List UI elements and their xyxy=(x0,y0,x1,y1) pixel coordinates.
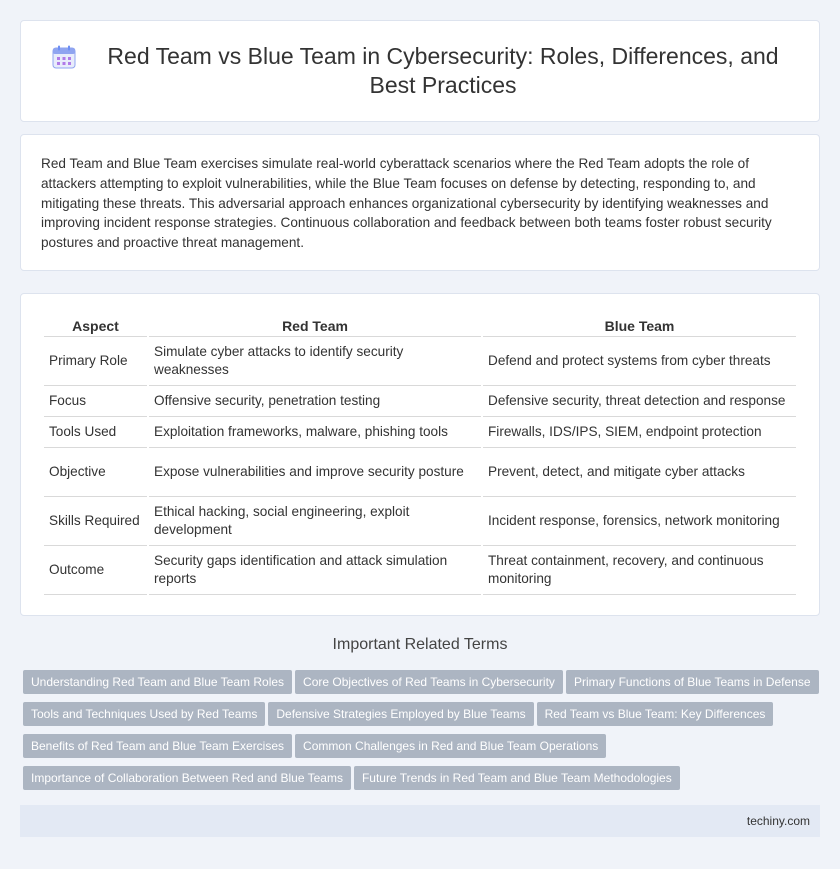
cell-red-team: Ethical hacking, social engineering, exploit development xyxy=(149,497,481,546)
cell-aspect: Outcome xyxy=(44,546,147,595)
cell-red-team: Expose vulnerabilities and improve security posture xyxy=(149,448,481,497)
related-term-tag[interactable]: Tools and Techniques Used by Red Teams xyxy=(23,702,265,726)
cell-aspect: Primary Role xyxy=(44,337,147,386)
cell-blue-team: Firewalls, IDS/IPS, SIEM, endpoint protection xyxy=(483,417,796,448)
cell-blue-team: Incident response, forensics, network monitoring xyxy=(483,497,796,546)
table-row xyxy=(44,448,796,497)
related-term-tag[interactable]: Importance of Collaboration Between Red and Blue Teams xyxy=(23,766,351,790)
cell-aspect: Tools Used xyxy=(44,417,147,448)
related-term-tag[interactable]: Core Objectives of Red Teams in Cybersecurity xyxy=(295,670,563,694)
cell-aspect: Focus xyxy=(44,386,147,417)
related-term-tag[interactable]: Benefits of Red Team and Blue Team Exercises xyxy=(23,734,292,758)
cell-blue-team: Defend and protect systems from cyber threats xyxy=(483,337,796,386)
related-term-tag[interactable]: Defensive Strategies Employed by Blue Teams xyxy=(268,702,533,726)
cell-red-team: Security gaps identification and attack simulation reports xyxy=(149,546,481,595)
intro-card xyxy=(20,134,820,271)
table-row xyxy=(44,497,796,546)
related-term-tag[interactable]: Common Challenges in Red and Blue Team Operations xyxy=(295,734,606,758)
cell-aspect: Skills Required xyxy=(44,497,147,546)
footer-site-name[interactable]: techiny.com xyxy=(746,814,810,828)
page-title: Red Team vs Blue Team in Cybersecurity: Roles, Differences, and Best Practices xyxy=(107,43,779,98)
table-row xyxy=(44,386,796,417)
related-term-tag[interactable]: Primary Functions of Blue Teams in Defense xyxy=(566,670,819,694)
related-term-tag[interactable]: Understanding Red Team and Blue Team Roles xyxy=(23,670,292,694)
title-card xyxy=(20,20,820,122)
related-term-tag[interactable]: Red Team vs Blue Team: Key Differences xyxy=(537,702,774,726)
related-term-tag[interactable]: Future Trends in Red Team and Blue Team Methodologies xyxy=(354,766,680,790)
cell-blue-team: Prevent, detect, and mitigate cyber attacks xyxy=(483,448,796,497)
comparison-table xyxy=(42,313,798,595)
footer xyxy=(20,805,820,837)
header-blue-team: Blue Team xyxy=(483,313,796,337)
intro-paragraph: Red Team and Blue Team exercises simulate real-world cyberattack scenarios where the Red Team adopts the role of attackers attempting to exploit vulnerabilities, while the Blue Team focuses on defense by detecting, responding to, and mitigating these threats. This adversarial approach enhances organizational cybersecurity by identifying weaknesses and improving incident response strategies. Continuous collaboration and feedback between both teams foster robust security postures and proactive threat management. xyxy=(41,156,772,251)
comparison-card xyxy=(20,293,820,616)
table-row xyxy=(44,337,796,386)
table-header-row xyxy=(44,313,796,337)
cell-red-team: Offensive security, penetration testing xyxy=(149,386,481,417)
header-aspect: Aspect xyxy=(44,313,147,337)
cell-red-team: Exploitation frameworks, malware, phishing tools xyxy=(149,417,481,448)
cell-blue-team: Defensive security, threat detection and response xyxy=(483,386,796,417)
table-row xyxy=(44,417,796,448)
calendar-icon xyxy=(51,44,77,70)
cell-aspect: Objective xyxy=(44,448,147,497)
cell-red-team: Simulate cyber attacks to identify security weaknesses xyxy=(149,337,481,386)
header-red-team: Red Team xyxy=(149,313,481,337)
cell-blue-team: Threat containment, recovery, and continuous monitoring xyxy=(483,546,796,595)
table-row xyxy=(44,546,796,595)
related-terms-list xyxy=(23,670,823,798)
related-terms-heading: Important Related Terms xyxy=(332,636,508,653)
